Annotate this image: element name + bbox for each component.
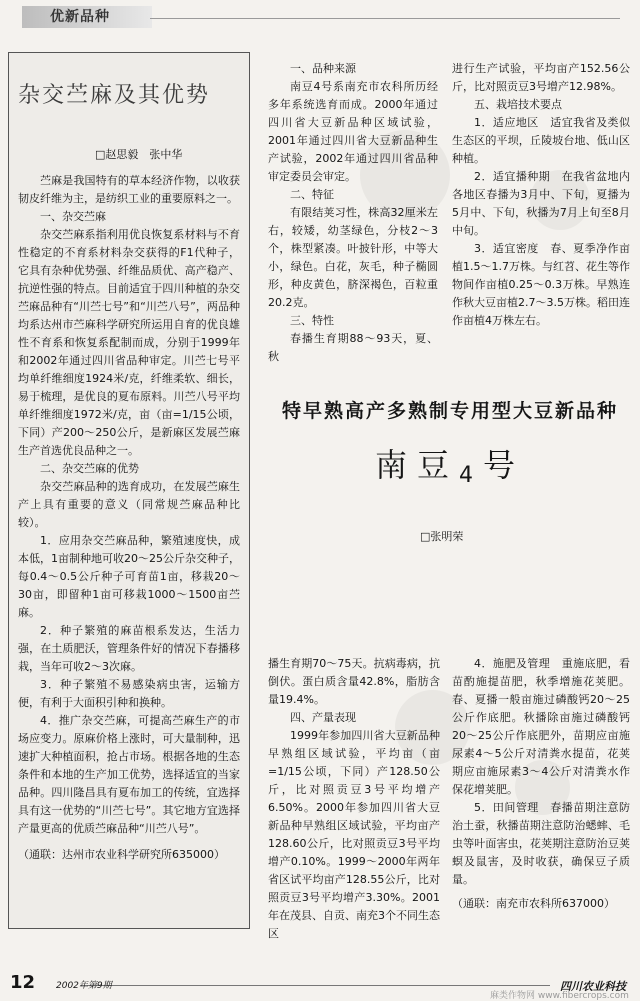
variety-suffix: 号 bbox=[483, 446, 526, 484]
header-rule bbox=[150, 18, 620, 19]
article-author: □张明荣 bbox=[420, 530, 464, 543]
page-number: 12 bbox=[10, 972, 36, 993]
paragraph: 杂交苎麻品种的选育成功，在发展苎麻生产上具有重要的意义（同常规苎麻品种比较）。 bbox=[18, 480, 240, 529]
contact-note: （通联：南充市农科所637000） bbox=[452, 897, 615, 910]
right-top-column bbox=[452, 60, 630, 330]
footer-rule bbox=[80, 985, 550, 986]
paragraph: 4．推广杂交苎麻，可提高苎麻生产的市场应变力。原麻价格上涨时，可大量制种，迅速扩大种植面积，抢占市场。根据各地的生态条件和本地的生产加工优势，选择适宜的当家品种。四川隆昌具有夏布加工的传统，宜选择具有这一优势的“川苎七号”。其它地方宜选择产量更高的优质苎麻品种“川苎八号”。 bbox=[18, 714, 240, 835]
paragraph: 1．适应地区 适宜我省及类似生态区的平坝，丘陵坡台地、低山区种植。 bbox=[452, 116, 630, 165]
section-heading: 二、杂交苎麻的优势 bbox=[40, 462, 139, 475]
paragraph: 4．施肥及管理 重施底肥，看苗酌施提苗肥，秋季增施花荚肥。春、夏播一般亩施过磷酸钙20～25公斤作底肥。秋播除亩施过磷酸钙20～25公斤作底肥外，苗期应亩施尿素4～5公斤对清粪水提苗，花荚期应亩施尿素3～4公斤对清粪水作保花增荚肥。 bbox=[452, 657, 630, 796]
section-heading: 三、特性 bbox=[290, 314, 334, 327]
contact-note: （通联：达州市农业科学研究所635000） bbox=[18, 848, 225, 861]
section-heading: 四、产量表现 bbox=[290, 711, 356, 724]
paragraph: 1999年参加四川省大豆新品种早熟组区域试验，平均亩（亩=1/15公顷，下同）产128.50公斤，比对照贡豆3号平均增产6.50%。2000年参加四川省大豆新品种早熟组区域试验，平均亩产128.60公斤，比对照贡豆3号平均增产0.10%。1999～2000年两年省区试平均亩产128.55公斤，比对照贡豆3号平均增产3.30%。2001年在茂县、自贡、南充3个不同生态区 bbox=[268, 729, 440, 940]
middle-bottom-column bbox=[268, 655, 440, 943]
issue-label: 2002年第9期 bbox=[56, 981, 112, 991]
paragraph: 2．种子繁殖的麻苗根系发达，生活力强，在土质肥沃，管理条件好的情况下春播移栽，当年可收2～3次麻。 bbox=[18, 624, 240, 673]
section-tag: 优新品种 bbox=[22, 6, 152, 28]
variety-number: 4 bbox=[459, 463, 483, 488]
section-heading: 一、杂交苎麻 bbox=[40, 210, 106, 223]
paragraph: 1．应用杂交苎麻品种，繁殖速度快，成本低，1亩制种地可收20～25公斤杂交种子，每0.4～0.5公斤种子可育苗1亩，移栽20～30亩，即留种1亩可移栽1000～1500亩苎麻。 bbox=[18, 534, 240, 619]
variety-name-text: 南豆 bbox=[374, 446, 459, 484]
paragraph: 3．适宜密度 春、夏季净作亩植1.5～1.7万株。与红苕、花生等作物间作亩植0.25～0.3万株。早熟连作秋大豆亩植2.7～3.5万株。稻田连作亩植4万株左右。 bbox=[452, 242, 630, 327]
section-heading: 二、特征 bbox=[290, 188, 334, 201]
paragraph: 南豆4号系南充市农科所历经多年系统选育而成。2000年通过四川省大豆新品种区域试验，2001年通过四川省大豆新品种生产试验，2002年通过四川省品种审定委员会审定。 bbox=[268, 80, 438, 183]
paragraph: 2．适宜播种期 在我省盆地内各地区春播为3月中、下旬，夏播为5月中、下旬，秋播为7月上旬至8月中旬。 bbox=[452, 170, 630, 237]
left-article-body bbox=[18, 172, 240, 864]
right-bottom-column bbox=[452, 655, 630, 913]
section-heading: 一、品种来源 bbox=[290, 62, 356, 75]
paragraph: 春播生育期88～93天，夏、秋 bbox=[268, 332, 438, 363]
variety-name bbox=[270, 440, 630, 488]
paragraph: 进行生产试验，平均亩产152.56公斤，比对照贡豆3号增产12.98%。 bbox=[452, 62, 630, 93]
section-heading: 五、栽培技术要点 bbox=[474, 98, 562, 111]
paragraph: 有限结荚习性，株高32厘米左右，较矮，幼茎绿色，分枝2～3个，株型紧凑。叶披针形，中等大小，绿色。白花，灰毛，种子椭圆形，种皮黄色，脐深褐色，百粒重20.2克。 bbox=[268, 206, 438, 309]
paragraph: 苎麻是我国特有的草本经济作物，以收获韧皮纤维为主，是纺织工业的重要原料之一。 bbox=[18, 174, 240, 205]
middle-top-column bbox=[268, 60, 438, 366]
article-title: 特早熟高产多熟制专用型大豆新品种 bbox=[281, 400, 618, 422]
publication-name: 四川农业科技 bbox=[560, 980, 626, 993]
watermark: 麻类作物网 www.fibercrops.com bbox=[490, 991, 629, 1001]
paragraph: 5．田间管理 春播苗期注意防治土蚕，秋播苗期注意防治蟋蟀、毛虫等叶面害虫，花荚期注意防治豆荚螟及鼠害，及时收获，确保豆子质量。 bbox=[452, 801, 630, 886]
paragraph: 杂交苎麻系指利用优良恢复系材料与不育性稳定的不育系材料杂交获得的F1代种子，它具有杂种优势强、纤维品质优、高产稳产、抗逆性强的特点。目前适宜于四川种植的杂交苎麻品种有“川苎七号”和“川苎八号”，两品种均系达州市苎麻科学研究所运用自育的优良雄性不育系和恢复系配制而成，分别于1999年和2002年通过四川省品种审定。川苎七号平均单纤维细度1924米/克，纤维柔软、细长，易于梳理，是优良的夏布原料。川苎八号平均单纤维细度1972米/克，亩（亩=1/15公顷，下同）产200～250公斤，是新麻区发展苎麻生产首选优良品种之一。 bbox=[18, 228, 240, 457]
paragraph: 播生育期70～75天。抗病毒病，抗倒伏。蛋白质含量42.8%，脂肪含量19.4%。 bbox=[268, 657, 440, 706]
left-article-title: 杂交苎麻及其优势 bbox=[18, 83, 211, 108]
left-article-byline: □赵思毅 张中华 bbox=[95, 148, 183, 161]
paragraph: 3．种子繁殖不易感染病虫害，运输方便，有利于大面积引种和换种。 bbox=[18, 678, 240, 709]
